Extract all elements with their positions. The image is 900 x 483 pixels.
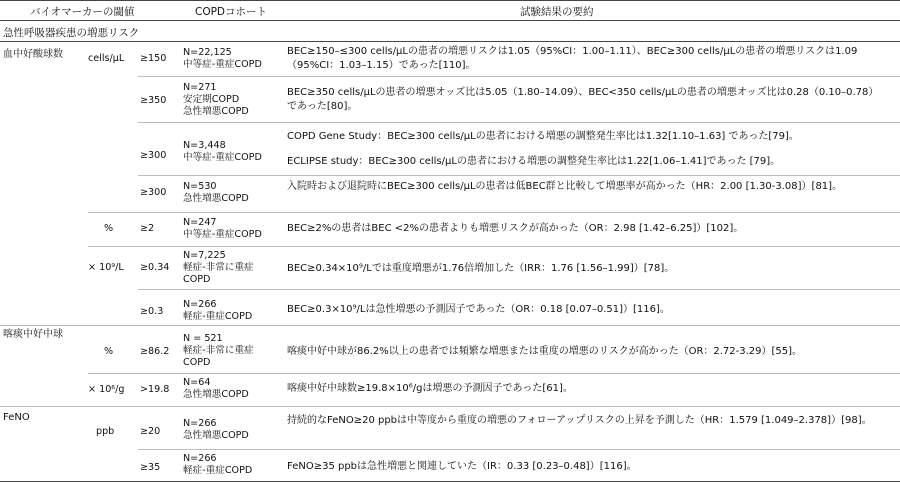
row-summary: FeNO≥35 ppbは急性増悪と関連していた（IR：0.33 [0.23–0.48]）[116]。 bbox=[287, 461, 637, 472]
row-divider bbox=[88, 212, 900, 213]
row-threshold: ≥2 bbox=[140, 223, 155, 234]
header-summary: 試験結果の要約 bbox=[520, 6, 594, 18]
row-summary-secondary: ECLIPSE study：BEC≥300 cells/μLの患者における増悪の調整発生率比は1.22[1.06–1.41]であった [79]。 bbox=[287, 156, 781, 167]
row-cohort-n: N=266 bbox=[183, 299, 217, 310]
row-summary: BEC≥150–≤300 cells/μLの患者の増悪リスクは1.05（95%CI：1.00–1.11）、BEC≥300 cells/μLの患者の増悪リスクは1.09（95%CI：1.03–1.15）であった[110]。 bbox=[287, 46, 858, 71]
row-unit: ppb bbox=[96, 426, 115, 437]
row-summary: BEC≥2%の患者はBEC <2%の患者よりも増悪リスクが高かった（OR：2.98 [1.42–6.25]）[102]。 bbox=[287, 223, 744, 234]
row-summary: 入院時および退院時にBEC≥300 cells/μLの患者は低BEC群と比較して増悪率が高かった（HR：2.00 [1.30-3.08]）[81]。 bbox=[287, 181, 843, 192]
row-cohort-desc: 急性増悪COPD bbox=[183, 389, 249, 400]
row-cohort-n: N=530 bbox=[183, 181, 217, 192]
section-divider bbox=[0, 41, 900, 42]
row-cohort-desc: 急性増悪COPD bbox=[183, 430, 249, 441]
group-label-feno: FeNO bbox=[3, 412, 30, 423]
row-summary: BEC≥350 cells/μLの患者の増悪オッズ比は5.05（1.80–14.09）、BEC<350 cells/μLの患者の増悪オッズ比は0.28（0.10–0.78）であった[80]。 bbox=[287, 87, 879, 112]
row-divider bbox=[138, 122, 900, 123]
row-summary: COPD Gene Study：BEC≥300 cells/μLの患者における増悪の調整発生率比は1.32[1.10–1.63] であった[79]。 bbox=[287, 131, 799, 142]
row-threshold: ≥300 bbox=[140, 187, 167, 198]
row-cohort-desc: 軽症-重症COPD bbox=[183, 311, 253, 322]
row-unit: × 10⁶/g bbox=[88, 384, 125, 395]
row-divider bbox=[138, 175, 900, 176]
row-cohort-desc: 軽症-非常に重症 bbox=[183, 345, 254, 356]
row-divider bbox=[138, 76, 900, 77]
row-summary: BEC≥0.34×10⁹/Lでは重度増悪が1.76倍増加した（IRR：1.76 [1.56–1.99]）[78]。 bbox=[287, 263, 675, 274]
row-threshold: >19.8 bbox=[140, 384, 170, 395]
row-cohort-n: N=3,448 bbox=[183, 140, 226, 151]
row-threshold: ≥150 bbox=[140, 53, 167, 64]
table-header bbox=[0, 0, 900, 21]
row-summary: BEC≥0.3×10⁹/Lは急性増悪の予測因子であった（OR：0.18 [0.07–0.51]）[116]。 bbox=[287, 304, 670, 315]
section-title: 急性呼吸器疾患の増悪リスク bbox=[3, 27, 140, 39]
row-threshold: ≥300 bbox=[140, 150, 167, 161]
row-cohort-n: N=22,125 bbox=[183, 47, 232, 58]
row-cohort-desc: 急性増悪COPD bbox=[183, 106, 249, 117]
group-label-eosinophil: 血中好酸球数 bbox=[3, 49, 63, 60]
row-threshold: ≥350 bbox=[140, 95, 167, 106]
row-divider bbox=[88, 373, 900, 374]
row-divider bbox=[138, 449, 900, 450]
row-cohort-n: N=247 bbox=[183, 217, 217, 228]
row-unit: % bbox=[104, 223, 114, 234]
row-cohort-desc: 中等症-重症COPD bbox=[183, 229, 262, 240]
group-divider bbox=[0, 406, 900, 407]
table-bottom-rule bbox=[0, 481, 900, 482]
row-cohort-desc: 軽症-非常に重症 bbox=[183, 262, 254, 273]
row-cohort-n: N=266 bbox=[183, 453, 217, 464]
row-divider bbox=[138, 289, 900, 290]
row-cohort-desc: 安定期COPD bbox=[183, 94, 240, 105]
row-cohort-n: N=64 bbox=[183, 377, 211, 388]
row-cohort-n: N=266 bbox=[183, 418, 217, 429]
row-unit: cells/μL bbox=[88, 53, 125, 64]
row-threshold: ≥0.3 bbox=[140, 306, 164, 317]
row-unit: % bbox=[104, 346, 114, 357]
row-divider bbox=[88, 246, 900, 247]
row-threshold: ≥0.34 bbox=[140, 262, 170, 273]
row-cohort-desc: 急性増悪COPD bbox=[183, 193, 249, 204]
header-cohort: COPDコホート bbox=[195, 6, 268, 18]
row-threshold: ≥86.2 bbox=[140, 346, 170, 357]
row-cohort-desc: COPD bbox=[183, 274, 211, 285]
row-summary: 喀痰中好中球数≥19.8×10⁶/gは増悪の予測因子であった[61]。 bbox=[287, 383, 573, 394]
group-label-neutrophil: 喀痰中好中球 bbox=[3, 329, 63, 340]
row-cohort-n: N=271 bbox=[183, 82, 217, 93]
row-summary: 喀痰中好中球が86.2%以上の患者では頻繁な増悪または重度の増悪のリスクが高かった（OR：2.72-3.29）[55]。 bbox=[287, 346, 803, 357]
row-cohort-n: N=7,225 bbox=[183, 250, 226, 261]
row-summary: 持続的なFeNO≥20 ppbは中等度から重度の増悪のフォローアップリスクの上昇を予測した（HR：1.579 [1.049–2.378]）[98]。 bbox=[287, 415, 872, 426]
row-unit: × 10⁹/L bbox=[88, 262, 124, 273]
row-cohort-n: N = 521 bbox=[183, 333, 223, 344]
row-cohort-desc: COPD bbox=[183, 357, 211, 368]
header-biomarker: バイオマーカーの閾値 bbox=[30, 6, 135, 18]
row-cohort-desc: 軽症-重症COPD bbox=[183, 465, 253, 476]
row-cohort-desc: 中等症-重症COPD bbox=[183, 59, 262, 70]
row-cohort-desc: 中等症-重症COPD bbox=[183, 152, 262, 163]
row-threshold: ≥20 bbox=[140, 426, 161, 437]
group-divider bbox=[0, 325, 900, 326]
row-threshold: ≥35 bbox=[140, 462, 161, 473]
